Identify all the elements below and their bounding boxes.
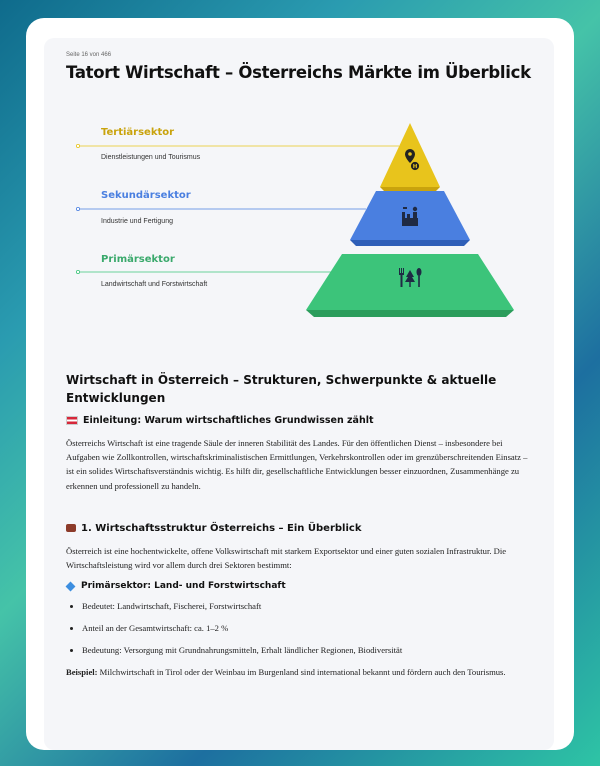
- document-page: [44, 38, 554, 750]
- page-counter: Seite 16 von 466: [66, 52, 112, 58]
- pyramid-tier-secondary: [350, 191, 470, 246]
- pyramid-tier-primary: [306, 254, 514, 317]
- section-heading: Wirtschaft in Österreich – Strukturen, Schwerpunkte & aktuelle Entwicklungen: [66, 373, 497, 405]
- blue-diamond-icon: [66, 581, 76, 591]
- tier-desc-secondary: Industrie und Fertigung: [101, 218, 173, 225]
- example-paragraph: [66, 665, 531, 679]
- intro-heading: [66, 415, 531, 426]
- example-label: Beispiel:: [66, 667, 98, 678]
- list-item: • Bedeutung: Versorgung mit Grundnahrungsmitteln, Erhalt ländlicher Regionen, Biodiversität: [82, 639, 531, 661]
- list-item: • Bedeutet: Landwirtschaft, Fischerei, Forstwirtschaft: [82, 595, 531, 617]
- brick-icon: [66, 524, 76, 532]
- section1-heading: [66, 523, 531, 534]
- tier-connector-primary: [76, 270, 334, 273]
- pyramid-tier-tertiary: [380, 123, 440, 191]
- tier-label-tertiary: Tertiärsektor: [101, 127, 175, 138]
- austria-flag-icon: [66, 416, 78, 425]
- tier-desc-tertiary: Dienstleistungen und Tourismus: [101, 154, 201, 161]
- intro-heading-text: Einleitung: Warum wirtschaftliches Grundwissen zählt: [83, 415, 374, 426]
- sector-pyramid: [44, 38, 554, 338]
- list-item: • Anteil an der Gesamtwirtschaft: ca. 1–2 %: [82, 617, 531, 639]
- document-viewer: [26, 18, 574, 750]
- example-text: Milchwirtschaft in Tirol oder der Weinbau im Burgenland sind international bekannt und fördern auch den Tourismus.: [99, 667, 506, 678]
- document-body: [66, 371, 531, 679]
- primary-sector-heading-text: Primärsektor: Land- und Forstwirtschaft: [81, 581, 286, 592]
- tier-connector-tertiary: [76, 144, 399, 147]
- page-title: Tatort Wirtschaft – Österreichs Märkte im Überblick: [66, 63, 531, 82]
- svg-text:H: H: [412, 164, 418, 170]
- tier-label-primary: Primärsektor: [101, 254, 175, 265]
- tier-label-secondary: Sekundärsektor: [101, 190, 191, 201]
- tier-connector-secondary: [76, 207, 366, 210]
- section1-paragraph: Österreich ist eine hochentwickelte, offene Volkswirtschaft mit starkem Exportsektor und einer guten sozialen Infrastruktur. Die Wirtschaftsleistung wird vor allem durch drei Sektoren bestimmt:: [66, 545, 507, 571]
- intro-paragraph: Österreichs Wirtschaft ist eine tragende Säule der inneren Stabilität des Landes. Für den öffentlichen Dienst – insbesondere bei Aufgaben wie Zollkontrollen, wirtschaftskriminalistischen Ermittlungen, Verkehrskontrollen oder im grenzüberschreitenden Einsatz – ist ein solides Wirtschaftsverständnis wichtig. Es hilft dir, gesellschaftliche Entwicklungen besser einzuordnen, Zusammenhänge zu erkennen und professionell zu handeln.: [66, 438, 528, 491]
- primary-sector-list: [66, 595, 531, 661]
- primary-sector-heading: [66, 581, 531, 591]
- tier-desc-primary: Landwirtschaft und Forstwirtschaft: [101, 281, 208, 288]
- section1-heading-text: 1. Wirtschaftsstruktur Österreichs – Ein Überblick: [81, 522, 362, 534]
